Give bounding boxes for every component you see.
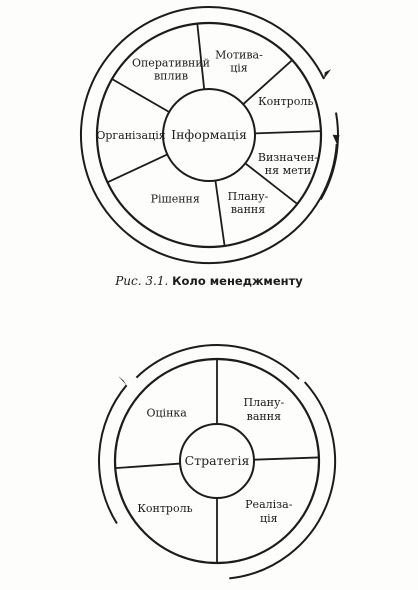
segment-label-orhanizatsiia-line: Організація [96, 129, 166, 142]
segment-divider [255, 131, 321, 133]
segment-divider [215, 181, 224, 246]
segment-label-motyvatsiia-line: ція [230, 61, 248, 75]
caption-prefix: Рис. 3.1. [115, 274, 169, 288]
segment-label-rishennia-line: Рішення [150, 192, 200, 206]
segment-label-operatyvnyi-vplyv [132, 57, 210, 83]
caption-title: Коло менеджменту [172, 274, 303, 288]
center-label: Інформація [171, 127, 247, 142]
quadrant-label-realizatsiia [245, 498, 293, 525]
segment-label-kontrol-line: Контроль [258, 94, 314, 108]
segment-label-kontrol [258, 95, 313, 108]
segment-label-rishennia [151, 193, 200, 206]
figure-caption [0, 274, 418, 288]
segment-label-vyznachennia-mety [258, 151, 318, 177]
segment-label-orhanizatsiia [96, 129, 165, 142]
segment-label-planuvannia-line: вання [230, 203, 266, 217]
quadrant-label-kontrol-line: Контроль [137, 501, 193, 515]
outer-circle [115, 359, 319, 563]
segment-label-planuvannia-line: Плану- [227, 190, 269, 204]
quadrant-label-planuvannia [244, 396, 285, 423]
quadrant-label-realizatsiia-line: ція [260, 512, 278, 526]
segment-divider [107, 154, 167, 182]
management-circle-diagram [0, 0, 418, 270]
quadrant-label-kontrol [137, 502, 192, 515]
quadrant-label-planuvannia-line: Плану- [243, 395, 285, 409]
segment-label-planuvannia [228, 190, 269, 216]
ring-arrow-icon [118, 376, 127, 385]
segment-label-motyvatsiia [215, 48, 263, 74]
quadrant-label-otsinka-line: Оцінка [146, 406, 187, 420]
segment-divider [112, 79, 169, 112]
segment-label-motyvatsiia-line: Мотива- [215, 48, 263, 62]
center-label: Стратегія [184, 453, 250, 468]
segment-label-operatyvnyi-vplyv-line: вплив [153, 69, 189, 83]
ring-arc-right [229, 382, 335, 578]
quadrant-divider [115, 464, 180, 469]
center-circle [180, 424, 254, 498]
ring-arc-left [99, 385, 127, 523]
ring-arc-top [136, 345, 299, 379]
quadrant-label-otsinka [146, 406, 187, 419]
segment-label-vyznachennia-mety-line: ня мети [264, 164, 312, 178]
quadrant-label-planuvannia-line: вання [246, 409, 282, 423]
ring-arrow-icon [324, 69, 331, 79]
segment-label-operatyvnyi-vplyv-line: Оперативний [131, 56, 211, 70]
segment-label-vyznachennia-mety-line: Визначен- [257, 151, 319, 165]
quadrant-label-realizatsiia-line: Реаліза- [245, 498, 293, 512]
quadrant-divider [254, 457, 319, 459]
